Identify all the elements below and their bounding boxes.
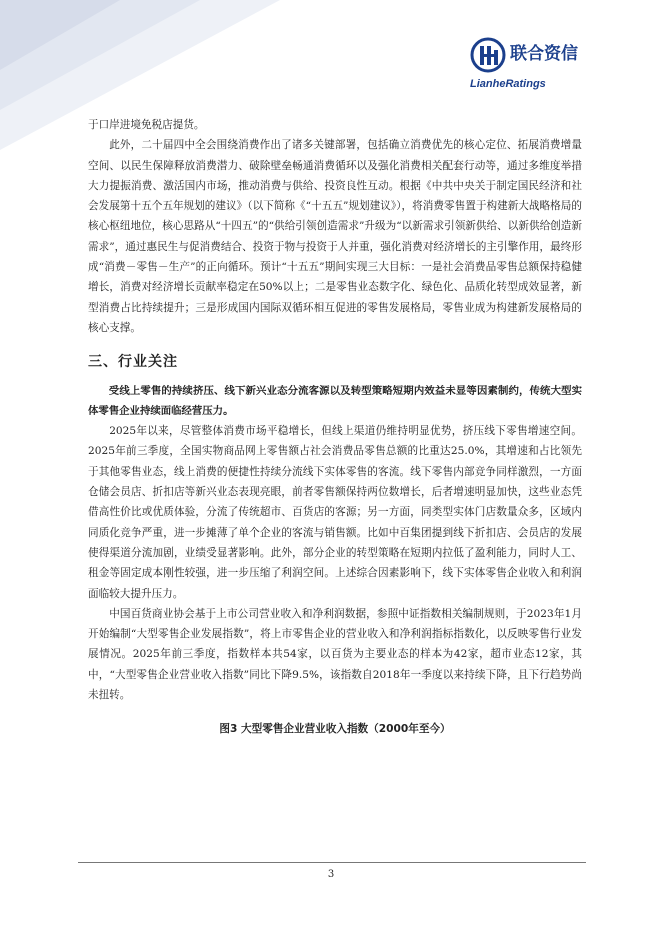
footer-divider [78,862,586,863]
page-content [88,115,582,740]
logo-english-name: LianheRatings [470,78,546,90]
section-title: 三、行业关注 [88,354,178,371]
logo-chinese-name: 联合资信 [510,44,578,64]
paragraph-retail-index: 中国百货商业协会基于上市公司营业收入和净利润数据，参照中证指数相关编制规则，于2023年1月开始编制“大型零售企业发展指数”，将上市零售企业的营业收入和净利润指标指数化，以反映零售行业发展情况。2025年前三季度，指数样本共54家，以百货为主要业态的样本为42家，超市业态12家，其中，“大型零售企业营业收入指数”同比下降9.5%，该指数自2018年一季度以来持续下降，且下行趋势尚未扭转。 [88,607,582,702]
paragraph-consumption-policy: 此外，二十届四中全会围绕消费作出了诸多关键部署，包括确立消费优先的核心定位、拓展消费增量空间、以民生保障释放消费潜力、破除壁垒畅通消费循环以及强化消费相关配套行动等，通过多维度举措大力提振消费、激活国内市场，推动消费与供给、投资良性互动。根据《中共中央关于制定国民经济和社会发展第十五个五年规划的建议》（以下简称《“十五五”规划建议》），将消费零售置于构建新大战略格局的核心枢纽地位，核心思路从“十四五”的“供给引领创造需求”升级为“以新需求引领新供给、以新供给创造新需求”，通过惠民生与促消费结合、投资于物与投资于人并重，强化消费对经济增长的主引擎作用，最终形成“消费－零售－生产”的正向循环。预计“十五五”期间实现三大目标：一是社会消费品零售总额保持稳健增长，消费对经济增长贡献率稳定在50%以上；二是零售业态数字化、绿色化、品质化转型成效显著，新型消费占比持续提升；三是形成国内国际双循环相互促进的零售发展格局，零售业成为构建新发展格局的核心支撑。 [88,139,582,334]
figure-caption: 图3 大型零售企业营业收入指数（2000年至今） [219,723,451,736]
lianhe-logo-icon [470,37,506,73]
paragraph-continuation: 于口岸进境免税店提货。 [88,119,205,131]
section-summary: 受线上零售的持续挤压、线下新兴业态分流客源以及转型策略短期内效益未显等因素制约，传统大型实体零售企业持续面临经营压力。 [88,384,582,417]
paragraph-online-competition: 2025年以来，尽管整体消费市场平稳增长，但线上渠道仍维持明显优势，挤压线下零售增速空间。2025年前三季度，全国实物商品网上零售额占社会消费品零售总额的比重达25.0%，其增速和占比领先于其他零售业态，线上消费的便捷性持续分流线下实体零售的客流。线下零售内部竞争同样激烈，一方面仓储会员店、折扣店等新兴业态表现亮眼，前者零售额保持两位数增长，后者增速明显加快，这些业态凭借高性价比或优质体验，分流了传统超市、百货店的客源；另一方面，同类型实体门店数量众多，区域内同质化竞争严重，进一步摊薄了单个企业的客流与销售额。比如中百集团提到线下折扣店、会员店的发展使得渠道分流加剧，业绩受显著影响。此外，部分企业的转型策略在短期内拉低了盈利能力，同时人工、租金等固定成本刚性较强，进一步压缩了利润空间。上述综合因素影响下，线下实体零售企业收入和利润面临较大提升压力。 [88,425,582,600]
lianhe-logo [470,37,610,90]
page-number: 3 [327,869,335,880]
